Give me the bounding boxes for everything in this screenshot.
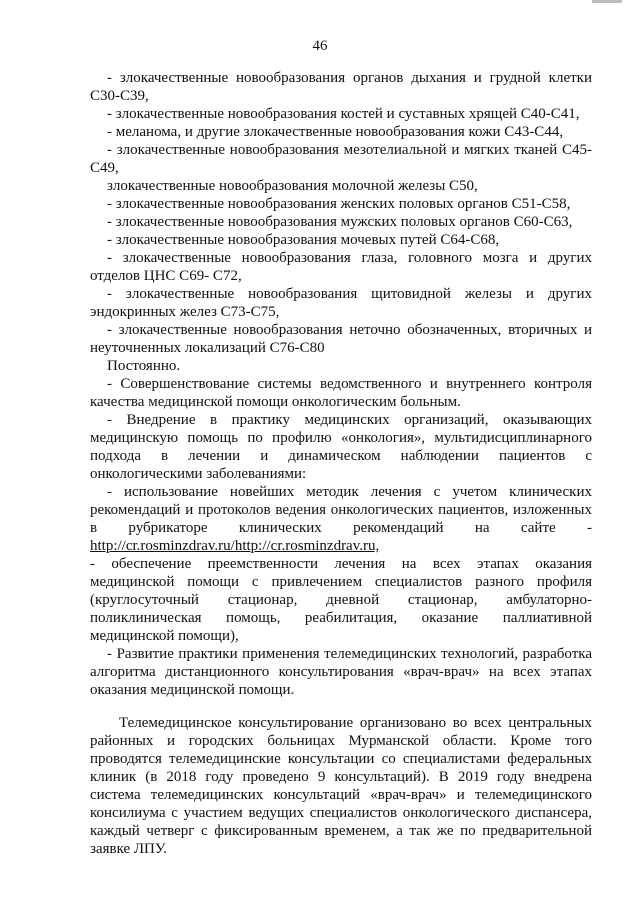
text-line: Телемедицинское консультирование организовано во всех центральных [119, 715, 592, 731]
text-line: злокачественные новообразования молочной железы С50, [107, 178, 478, 194]
text-line: - Внедрение в практику медицинских организаций, оказывающих [107, 412, 592, 428]
text-line: - злокачественные новообразования глаза, головного мозга и других [107, 250, 592, 266]
paragraph-gap [90, 699, 592, 714]
rubricator-link[interactable]: http://cr.rosminzdrav.ru/http://cr.rosminzdrav.ru, [90, 538, 380, 554]
top-edge-mark [592, 0, 622, 3]
document-body [90, 69, 592, 858]
text-line: алгоритма дистанционного консультирования «врач-врач» на всех этапах [90, 664, 592, 680]
text-line: медицинской помощи), [90, 628, 239, 644]
text-line: - меланома, и другие злокачественные новообразования кожи С43-С44, [107, 124, 564, 140]
text-line: - использование новейших методик лечения с учетом клинических [107, 484, 592, 500]
text-line: неуточненных локализаций С76-С80 [90, 340, 325, 356]
text-line: - злокачественные новообразования органов дыхания и грудной клетки [107, 70, 592, 86]
text-line: (круглосуточный стационар, дневной стационар, амбулаторно- [90, 592, 592, 608]
text-line: С30-С39, [90, 88, 149, 104]
text-line: система телемедицинских консультаций «врач-врач» и телемедицинского [90, 787, 592, 803]
text-line: консилиума с участием ведущих специалистов онкологического диспансера, [90, 805, 592, 821]
text-line: - злокачественные новообразования щитовидной железы и других [107, 286, 592, 302]
text-line: в рубрикаторе клинических рекомендаций на сайте - [90, 520, 592, 536]
text-line: рекомендаций и протоколов ведения онкологических пациентов, изложенных [90, 502, 592, 518]
text-line: оказания медицинской помощи. [90, 682, 295, 698]
text-line: медицинскую помощь по профилю «онкология», мультидисциплинарного [90, 430, 592, 446]
text-line: поликлиническая помощь, реабилитация, оказание паллиативной [90, 610, 592, 626]
text-line: подхода в лечении и динамическом наблюдении пациентов с [90, 448, 592, 464]
page-number: 46 [312, 38, 328, 54]
text-line: С49, [90, 160, 119, 176]
text-line: - Развитие практики применения телемедицинских технологий, разработка [107, 646, 592, 662]
text-line: - злокачественные новообразования мужских половых органов С60-С63, [107, 214, 573, 230]
text-line: качества медицинской помощи онкологическим больным. [90, 394, 461, 410]
text-line: клиник (в 2018 году проведено 9 консультаций). В 2019 году внедрена [90, 769, 592, 785]
text-line: проводятся телемедицинские консультации со специалистами федеральных [90, 751, 592, 767]
text-line: каждый четверг с фиксированным временем, а так же по предварительной [90, 823, 592, 839]
text-line: - злокачественные новообразования женских половых органов С51-С58, [107, 196, 571, 212]
text-line: - злокачественные новообразования неточно обозначенных, вторичных и [107, 322, 592, 338]
text-line: отделов ЦНС С69- С72, [90, 268, 242, 284]
text-line: районных и городских больницах Мурманской области. Кроме того [90, 733, 592, 749]
text-line: - злокачественные новообразования костей и суставных хрящей С40-С41, [107, 106, 580, 122]
text-line: - злокачественные новообразования мочевых путей С64-С68, [107, 232, 500, 248]
text-line: заявке ЛПУ. [90, 841, 167, 857]
text-line: Постоянно. [107, 358, 181, 374]
text-line: онкологическими заболеваниями: [90, 466, 307, 482]
text-line: медицинской помощи с привлечением специалистов разного профиля [90, 574, 592, 590]
text-line: эндокринных желез С73-С75, [90, 304, 280, 320]
text-line: - злокачественные новообразования мезотелиальной и мягких тканей С45- [107, 142, 592, 158]
text-line: - Совершенствование системы ведомственного и внутреннего контроля [107, 376, 592, 392]
text-line: - обеспечение преемственности лечения на всех этапах оказания [90, 556, 592, 572]
